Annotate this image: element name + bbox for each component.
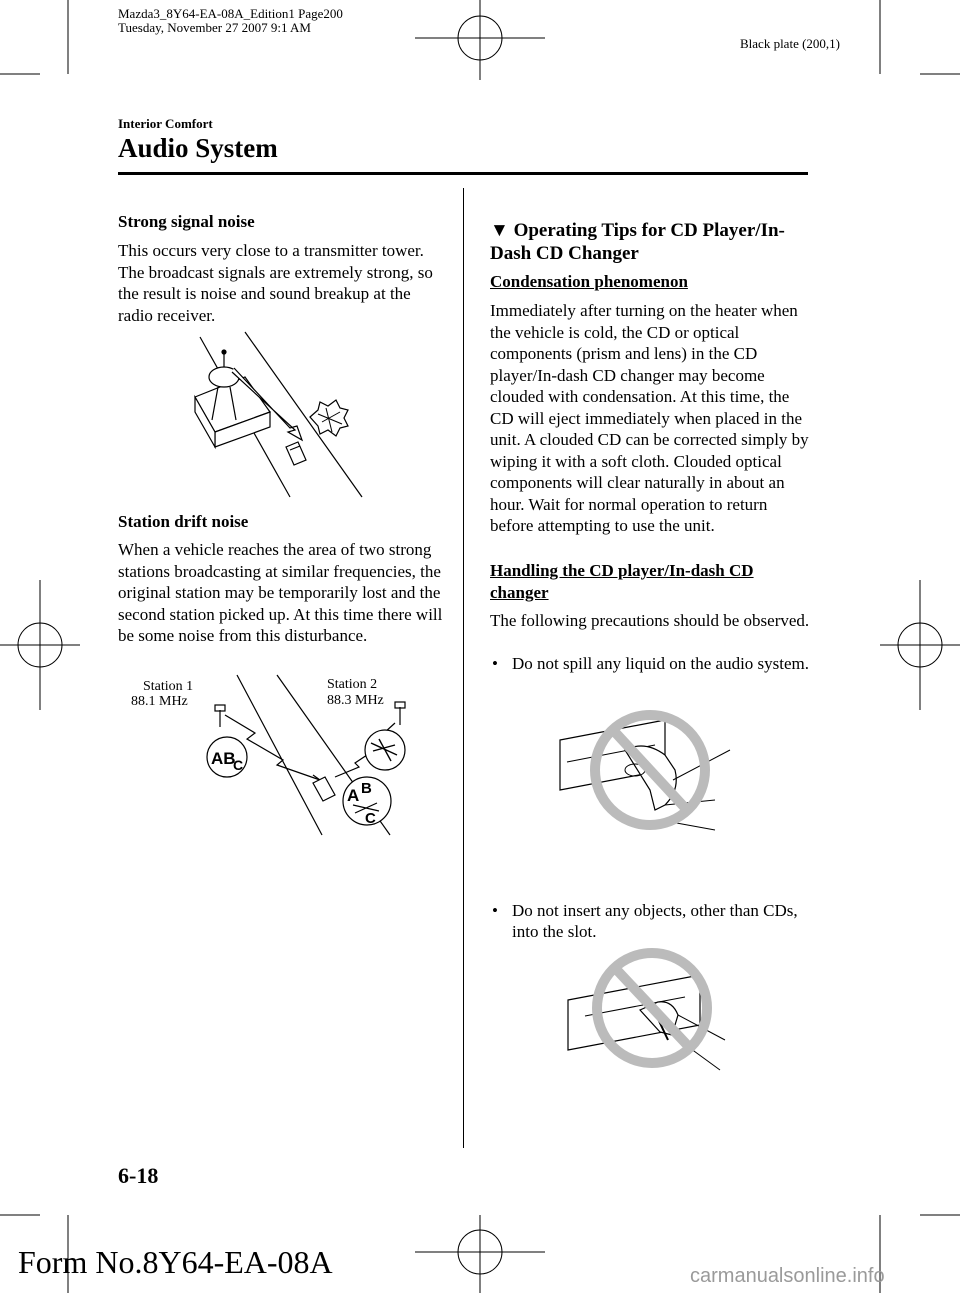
page-number: 6-18 xyxy=(118,1163,159,1188)
station1-name: Station 1 xyxy=(143,679,194,694)
svg-text:B: B xyxy=(361,780,372,797)
strong-signal-figure xyxy=(190,332,390,502)
form-number: Form No.8Y64-EA-08A xyxy=(18,1244,333,1280)
bullet-no-liquid xyxy=(490,653,812,675)
condensation-text: Immediately after turning on the heater when the vehicle is cold, the CD or optical components (prism and lens) in the CD player/In-dash CD changer may become clouded with condensation. At this time, the CD will eject immediately when placed in the unit. A clouded CD can be corrected simply by wiping it with a soft cloth. Clouded optical components will clear naturally in about an hour. Wait for normal operation to return before attempting to use the unit. xyxy=(490,301,809,535)
station-drift-figure xyxy=(195,705,415,835)
section-category: Interior Comfort xyxy=(118,116,213,131)
bullet-dot: • xyxy=(492,654,498,673)
bullet-no-objects xyxy=(490,900,812,943)
cd-tips-heading-text: Operating Tips for CD Player/In-Dash CD Changer xyxy=(490,220,785,264)
bullet-text: Do not insert any objects, other than CDs, into the slot. xyxy=(512,900,798,941)
station2-name: Station 2 xyxy=(327,677,378,692)
watermark: carmanualsonline.info xyxy=(690,1265,885,1287)
print-date-line: Tuesday, November 27 2007 9:1 AM xyxy=(118,20,311,35)
print-file-line: Mazda3_8Y64-EA-08A_Edition1 Page200 xyxy=(118,6,343,21)
station2-freq: 88.3 MHz xyxy=(327,693,384,708)
svg-text:C: C xyxy=(365,810,376,827)
svg-text:AB: AB xyxy=(211,749,236,768)
station-drift-heading: Station drift noise xyxy=(118,512,249,531)
cd-tips-heading xyxy=(490,219,815,265)
handling-intro: The following precautions should be observed. xyxy=(490,611,810,630)
column-divider xyxy=(463,188,464,1148)
section-marker: ▼ xyxy=(490,220,509,241)
svg-text:A: A xyxy=(347,786,360,805)
strong-signal-text: This occurs very close to a transmitter tower. The broadcast signals are extremely strong, so the result is noise and sound breakup at the radio receiver. xyxy=(118,241,433,325)
bullet-dot: • xyxy=(492,900,498,920)
no-liquid-figure xyxy=(555,710,755,850)
strong-signal-heading: Strong signal noise xyxy=(118,212,255,231)
page-title: Audio System xyxy=(118,133,278,163)
no-objects-figure xyxy=(560,940,740,1080)
plate-label: Black plate (200,1) xyxy=(740,36,840,51)
station-drift-text: When a vehicle reaches the area of two strong stations broadcasting at similar frequencies, the original station may be temporarily lost and the second station picked up. At this time there will be some noise from this disturbance. xyxy=(118,540,443,645)
station1-freq: 88.1 MHz xyxy=(131,694,188,709)
title-rule xyxy=(118,172,808,175)
bullet-text: Do not spill any liquid on the audio system. xyxy=(512,654,810,673)
condensation-heading: Condensation phenomenon xyxy=(490,272,688,291)
handling-heading: Handling the CD player/In-dash CD changer xyxy=(490,561,754,602)
svg-text:C: C xyxy=(233,757,244,773)
